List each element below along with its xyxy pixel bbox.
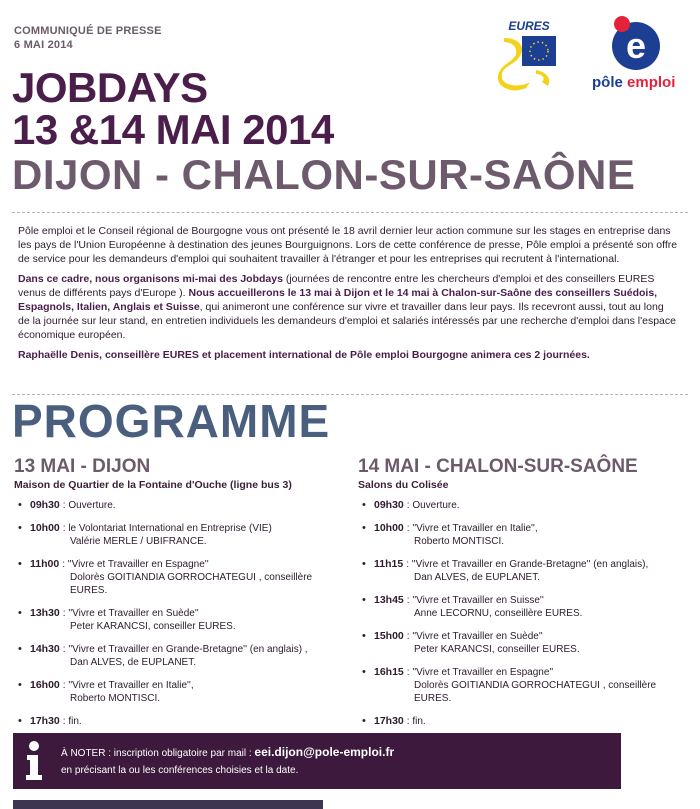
schedule-speaker: Dolorès GOITIANDIA GORROCHATEGUI , conseillère EURES. <box>414 680 657 704</box>
pole-emploi-wordmark-part1: pôle <box>592 74 628 91</box>
press-release-title: COMMUNIQUÉ DE PRESSE <box>14 25 162 37</box>
schedule-chalon <box>358 456 688 738</box>
schedule-time: 09h30 <box>30 499 60 511</box>
press-release-label <box>14 24 162 52</box>
info-icon <box>19 739 49 783</box>
schedule-time: 13h45 <box>374 594 404 606</box>
bottom-bar <box>13 800 323 809</box>
schedule-time: 10h00 <box>374 522 404 534</box>
schedule-item <box>14 679 344 705</box>
eures-logo <box>496 16 562 92</box>
schedule-dijon <box>14 456 344 738</box>
schedule-dijon-venue: Maison de Quartier de la Fontaine d'Ouche (ligne bus 3) <box>14 479 292 491</box>
schedule-speaker: Anne LECORNU, conseillère EURES. <box>414 608 583 619</box>
schedule-description: : ''Vivre et Travailler en Suisse'' <box>406 595 544 606</box>
schedule-item <box>358 558 688 584</box>
schedule-dijon-list <box>14 499 344 728</box>
intro-paragraph-3 <box>18 348 678 362</box>
schedule-speaker: Dan ALVES, de EUPLANET. <box>414 572 540 583</box>
schedule-speaker: Roberto MONTISCI. <box>414 536 505 547</box>
intro-paragraph-1: Pôle emploi et le Conseil régional de Bourgogne vous ont présenté le 18 avril dernier leur action commune sur les stages en entreprise dans les pays de l'Union Européenne à destination des jeunes Bourguignons. Lors de cette conférence de presse, Pôle emploi a présenté son offre de service pour les demandeurs d'emploi qui souhaitent travailler à l'étranger et pour les entreprises qui recrutent à l'international. <box>18 225 678 265</box>
schedule-time: 11h00 <box>30 558 60 570</box>
intro-paragraph-2 <box>18 272 678 342</box>
schedule-item <box>14 715 344 728</box>
schedule-time: 09h30 <box>374 499 404 511</box>
schedule-time: 17h30 <box>30 715 60 727</box>
schedule-time: 14h30 <box>30 643 60 655</box>
schedule-item <box>358 630 688 656</box>
eures-logo-text: EURES <box>508 19 550 33</box>
notice-label: À NOTER : inscription obligatoire par mail : <box>61 748 252 759</box>
schedule-time: 17h30 <box>374 715 404 727</box>
title-dates: 13 &14 MAI 2014 <box>12 106 334 153</box>
pole-emploi-wordmark-part2: emploi <box>627 74 676 91</box>
intro-p2-bold-1: Dans ce cadre, nous organisons mi-mai des Jobdays <box>18 273 283 285</box>
pole-emploi-logo-graphic <box>588 14 688 74</box>
schedule-item <box>14 558 344 597</box>
schedule-chalon-list <box>358 499 688 728</box>
schedule-time: 16h00 <box>30 679 60 691</box>
notice-line-2: en précisant la ou les conférences choisies et la date. <box>61 765 299 776</box>
press-release-date: 6 MAI 2014 <box>14 39 73 51</box>
schedule-description: : le Volontariat International en Entreprise (VIE) <box>62 523 272 534</box>
schedule-item <box>358 522 688 548</box>
schedule-description: : fin. <box>62 716 82 727</box>
schedule-description: : ''Vivre et Travailler en Suède'' <box>406 631 543 642</box>
schedule-chalon-title: 14 MAI - CHALON-SUR-SAÔNE <box>358 456 638 477</box>
title-cities: DIJON - CHALON-SUR-SAÔNE <box>12 151 636 198</box>
schedule-description: : Ouverture. <box>406 500 460 511</box>
schedule-speaker: Peter KARANCSI, conseiller EURES. <box>70 621 236 632</box>
notice-email-link[interactable]: eei.dijon@pole-emploi.fr <box>254 745 395 759</box>
schedule-item <box>14 522 344 548</box>
schedule-description: : ''Vivre et Travailler en Espagne'' <box>406 667 554 678</box>
schedule-description: : ''Vivre et Travailler en Suède'' <box>62 608 199 619</box>
intro-p3-bold: Raphaëlle Denis, conseillère EURES et placement international de Pôle emploi Bourgogne animera ces 2 journées. <box>18 349 590 361</box>
schedule-description: : ''Vivre et Travailler en Italie'', <box>406 523 538 534</box>
schedule-speaker: Roberto MONTISCI. <box>70 693 161 704</box>
intro-p2-text-2: , qui animeront une conférence sur vivre et travailler dans leur pays. Ils recevront aussi, tout au long de la journée sur leur stand, en entretien individuels les demandeurs d'emploi et salariés intéressés par une recherche d'emploi dans l'espace économique européen. <box>18 301 676 341</box>
schedule-item <box>358 499 688 512</box>
schedule-speaker: Peter KARANCSI, conseiller EURES. <box>414 644 580 655</box>
schedule-description: : ''Vivre et Travailler en Grande-Bretagne'' (en anglais), <box>406 559 649 570</box>
notice-line-1 <box>61 745 394 759</box>
schedule-speaker: Dan ALVES, de EUPLANET. <box>70 657 196 668</box>
schedule-chalon-venue: Salons du Colisée <box>358 479 449 491</box>
schedule-speaker: Dolorès GOITIANDIA GORROCHATEGUI , conseillère EURES. <box>70 572 313 596</box>
schedule-description: : fin. <box>406 716 426 727</box>
pole-emploi-wordmark <box>592 74 675 91</box>
schedule-time: 11h15 <box>374 558 404 570</box>
intro-p2-bold-2: Nous accueillerons le 13 mai à Dijon et le 14 mai à Chalon-sur-Saône des conseillers Suédois, Espagnols, Italien, Anglais et Suisse <box>18 287 658 313</box>
schedule-time: 10h00 <box>30 522 60 534</box>
schedule-dijon-title: 13 MAI - DIJON <box>14 456 151 477</box>
schedule-item <box>358 715 688 728</box>
schedule-time: 15h00 <box>374 630 404 642</box>
schedule-item <box>358 666 688 705</box>
schedule-description: : Ouverture. <box>62 500 116 511</box>
title-jobdays: JOBDAYS <box>12 64 208 111</box>
schedule-item <box>14 607 344 633</box>
programme-heading: PROGRAMME <box>12 395 331 447</box>
notice-box <box>13 733 621 789</box>
schedule-time: 13h30 <box>30 607 60 619</box>
schedule-item <box>14 499 344 512</box>
svg-text:e: e <box>625 25 647 66</box>
schedule-item <box>358 594 688 620</box>
schedule-speaker: Valérie MERLE / UBIFRANCE. <box>70 536 207 547</box>
intro-text <box>18 224 678 368</box>
schedule-time: 16h15 <box>374 666 404 678</box>
schedule-description: : ''Vivre et Travailler en Espagne'' <box>62 559 209 570</box>
eures-logo-graphic <box>496 16 562 92</box>
schedule-description: : ''Vivre et Travailler en Grande-Bretagne'' (en anglais) , <box>62 644 308 655</box>
schedule-item <box>14 643 344 669</box>
divider <box>12 212 688 213</box>
intro-p2-text-1: (journées de rencontre entre les chercheurs d'emploi et des conseillers EURES venus de différents pays d'Europe ). <box>18 273 655 299</box>
schedule-description: : ''Vivre et Travailler en Italie'', <box>62 680 194 691</box>
pole-emploi-logo <box>588 14 688 96</box>
